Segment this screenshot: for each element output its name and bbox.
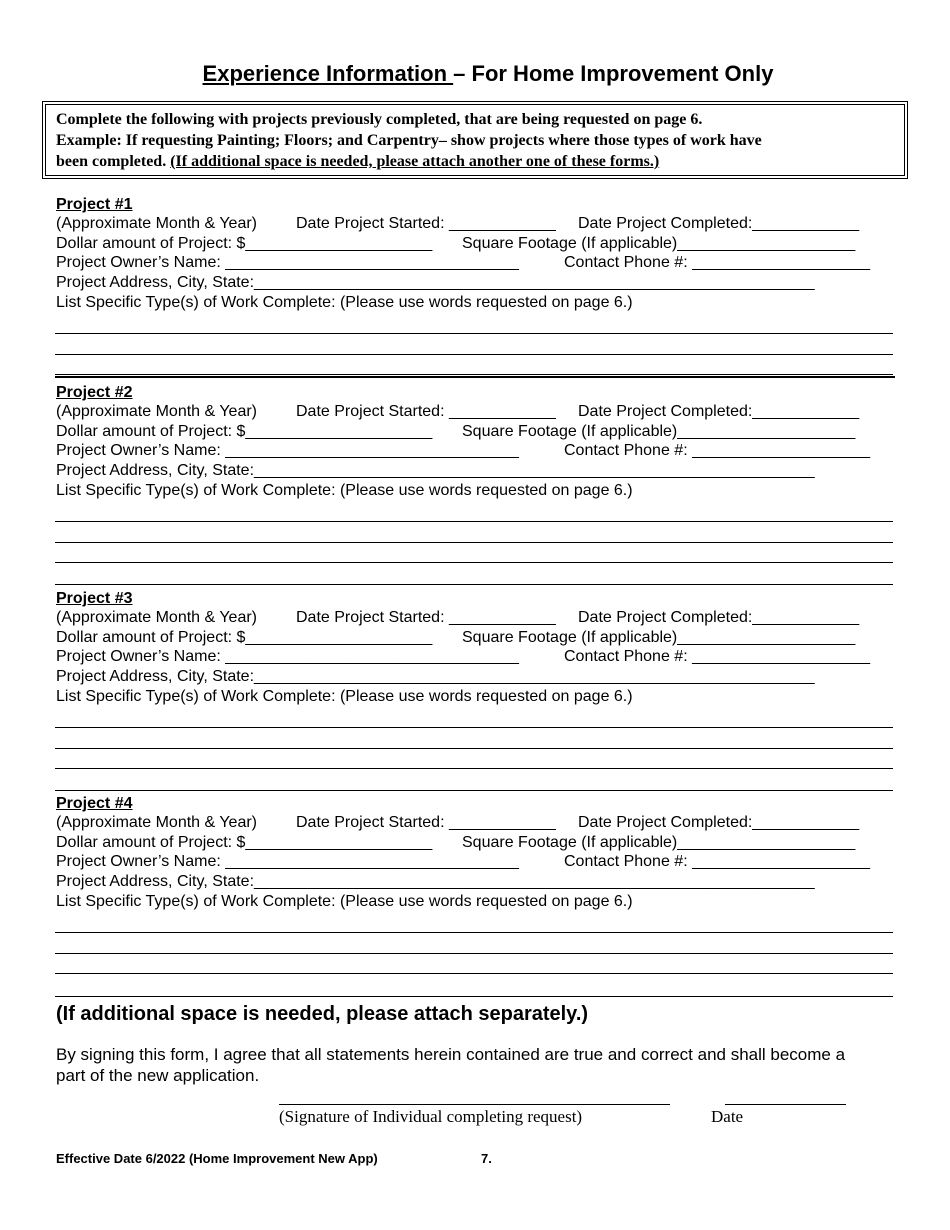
approximate-label: (Approximate Month & Year) — [56, 609, 257, 626]
instructions-attach-note: (If additional space is needed, please attach another one of these forms.) — [170, 153, 660, 170]
project-heading: Project #3 — [56, 590, 133, 607]
date-label: Date — [711, 1107, 744, 1126]
approximate-label: (Approximate Month & Year) — [56, 814, 257, 831]
contact-phone-field[interactable]: Contact Phone #: ____________________ — [564, 648, 871, 665]
project-heading: Project #1 — [56, 196, 133, 213]
dollar-amount-field[interactable]: Dollar amount of Project: $_____________________ — [56, 629, 433, 646]
instructions-text — [56, 109, 898, 172]
owner-name-field[interactable]: Project Owner’s Name: _________________________________ — [56, 254, 519, 271]
square-footage-field[interactable]: Square Footage (If applicable)____________________ — [462, 629, 856, 646]
date-completed-field[interactable]: Date Project Completed:____________ — [578, 814, 860, 831]
dollar-amount-field[interactable]: Dollar amount of Project: $_____________________ — [56, 235, 433, 252]
contact-phone-field[interactable]: Contact Phone #: ____________________ — [564, 853, 871, 870]
instructions-line-1: Complete the following with projects previously completed, that are being requested on page 6. — [56, 111, 703, 128]
work-description-line[interactable] — [55, 562, 893, 563]
page-title — [0, 61, 950, 87]
date-completed-field[interactable]: Date Project Completed:____________ — [578, 403, 860, 420]
work-description-line[interactable] — [55, 333, 893, 334]
approximate-label: (Approximate Month & Year) — [56, 403, 257, 420]
date-started-field[interactable]: Date Project Started: ____________ — [296, 814, 556, 831]
project-heading: Project #4 — [56, 795, 133, 812]
owner-name-field[interactable]: Project Owner’s Name: _________________________________ — [56, 853, 519, 870]
work-description-line[interactable] — [55, 374, 893, 375]
project-address-field[interactable]: Project Address, City, State:_______________________________________________________________ — [56, 873, 815, 890]
work-description-line[interactable] — [55, 542, 893, 543]
work-description-line[interactable] — [55, 727, 893, 728]
work-description-line[interactable] — [55, 953, 893, 954]
owner-name-field[interactable]: Project Owner’s Name: _________________________________ — [56, 442, 519, 459]
project-address-field[interactable]: Project Address, City, State:_______________________________________________________________ — [56, 462, 815, 479]
section-divider — [55, 790, 893, 791]
dollar-amount-field[interactable]: Dollar amount of Project: $_____________________ — [56, 834, 433, 851]
page-title-main: Experience Information — [202, 61, 454, 86]
footer-effective-date: Effective Date 6/2022 (Home Improvement New App) — [56, 1151, 378, 1166]
signature-line[interactable] — [279, 1104, 670, 1105]
work-type-label: List Specific Type(s) of Work Complete: (Please use words requested on page 6.) — [56, 482, 633, 499]
work-description-line[interactable] — [55, 748, 893, 749]
page-number: 7. — [481, 1151, 492, 1166]
signature-label: (Signature of Individual completing request) — [279, 1107, 583, 1126]
work-type-label: List Specific Type(s) of Work Complete: (Please use words requested on page 6.) — [56, 893, 633, 910]
page-title-rest: – For Home Improvement Only — [453, 61, 774, 86]
agreement-text: By signing this form, I agree that all statements herein contained are true and correct and shall become a part of the new application. — [56, 1045, 846, 1085]
date-completed-field[interactable]: Date Project Completed:____________ — [578, 609, 860, 626]
contact-phone-field[interactable]: Contact Phone #: ____________________ — [564, 254, 871, 271]
approximate-label: (Approximate Month & Year) — [56, 215, 257, 232]
date-completed-field[interactable]: Date Project Completed:____________ — [578, 215, 860, 232]
section-divider — [55, 996, 893, 997]
work-description-line[interactable] — [55, 354, 893, 355]
work-type-label: List Specific Type(s) of Work Complete: (Please use words requested on page 6.) — [56, 688, 633, 705]
square-footage-field[interactable]: Square Footage (If applicable)____________________ — [462, 235, 856, 252]
date-started-field[interactable]: Date Project Started: ____________ — [296, 403, 556, 420]
work-description-line[interactable] — [55, 973, 893, 974]
owner-name-field[interactable]: Project Owner’s Name: _________________________________ — [56, 648, 519, 665]
project-address-field[interactable]: Project Address, City, State:_______________________________________________________________ — [56, 668, 815, 685]
project-heading: Project #2 — [56, 384, 133, 401]
date-line[interactable] — [725, 1104, 846, 1105]
square-footage-field[interactable]: Square Footage (If applicable)____________________ — [462, 834, 856, 851]
instructions-line-2: Example: If requesting Painting; Floors; and Carpentry– show projects where those types of work have — [56, 132, 762, 149]
instructions-line-3: been completed. — [56, 153, 171, 170]
work-description-line[interactable] — [55, 521, 893, 522]
dollar-amount-field[interactable]: Dollar amount of Project: $_____________________ — [56, 423, 433, 440]
date-started-field[interactable]: Date Project Started: ____________ — [296, 609, 556, 626]
project-address-field[interactable]: Project Address, City, State:_______________________________________________________________ — [56, 274, 815, 291]
work-description-line[interactable] — [55, 932, 893, 933]
section-divider — [55, 584, 893, 585]
additional-space-note: (If additional space is needed, please attach separately.) — [56, 1003, 589, 1025]
date-started-field[interactable]: Date Project Started: ____________ — [296, 215, 556, 232]
work-description-line[interactable] — [55, 768, 893, 769]
square-footage-field[interactable]: Square Footage (If applicable)____________________ — [462, 423, 856, 440]
contact-phone-field[interactable]: Contact Phone #: ____________________ — [564, 442, 871, 459]
section-divider — [55, 376, 895, 378]
work-type-label: List Specific Type(s) of Work Complete: (Please use words requested on page 6.) — [56, 294, 633, 311]
